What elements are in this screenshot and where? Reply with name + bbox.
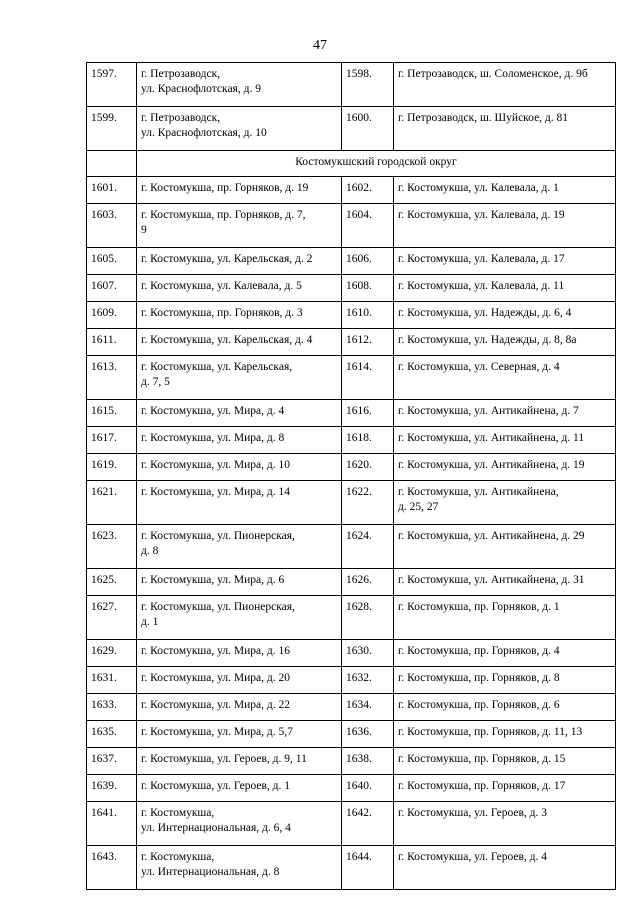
record-number-line: 1604. [346,209,372,221]
record-number-line: 1605. [91,253,117,265]
record-address [394,204,616,248]
record-address [137,107,342,151]
record-number-line: 1631. [91,672,117,684]
record-address-line: г. Костомукша, ул. Калевала, д. 11 [398,280,565,292]
section-number-cell [87,151,137,177]
record-address [394,667,616,694]
record-number-line: 1638. [346,753,372,765]
record-address-line: г. Костомукша, ул. Мира, д. 10 [141,459,290,471]
record-number-line: 1617. [91,432,117,444]
record-address-line: г. Костомукша, ул. Карельская, д. 2 [141,253,313,265]
record-address-line: г. Костомукша, ул. Мира, д. 20 [141,672,290,684]
record-number-line: 1619. [91,459,117,471]
record-number [87,721,137,748]
record-address [394,802,616,846]
record-address-line: 9 [141,224,147,236]
record-address-line: г. Костомукша, ул. Мира, д. 6 [141,574,285,586]
record-address-line: г. Костомукша, пр. Горняков, д. 3 [141,307,303,319]
record-number-line: 1641. [91,807,117,819]
record-address-line: г. Костомукша, ул. Героев, д. 1 [141,780,291,792]
record-address-line: г. Петрозаводск, [141,68,221,80]
record-number-line: 1637. [91,753,117,765]
record-number [342,427,394,454]
record-number-line: 1642. [346,807,372,819]
record-address-line: г. Костомукша, ул. Мира, д. 22 [141,699,290,711]
record-address-line: г. Костомукша, пр. Горняков, д. 19 [141,182,309,194]
table-row [87,204,616,248]
record-address-line: г. Костомукша, пр. Горняков, д. 11, 13 [398,726,583,738]
record-number-line: 1620. [346,459,372,471]
record-number [87,63,137,107]
table-row [87,107,616,151]
section-title: Костомукшский городской округ [137,151,616,177]
record-number-line: 1634. [346,699,372,711]
record-number [87,481,137,525]
record-number [342,204,394,248]
record-address-line: г. Костомукша, ул. Антикайнена, д. 11 [398,432,585,444]
record-number-line: 1602. [346,182,372,194]
record-number-line: 1618. [346,432,372,444]
record-address-line: г. Костомукша, ул. Надежды, д. 8, 8а [398,334,577,346]
record-number-line: 1643. [91,851,117,863]
record-address-line: г. Петрозаводск, ш. Шуйское, д. 81 [398,112,569,124]
record-address [137,275,342,302]
table-row [87,275,616,302]
record-number [87,802,137,846]
record-address-line: ул. Краснофлотская, д. 10 [141,127,267,139]
table-row [87,177,616,204]
record-number [87,427,137,454]
record-number-line: 1598. [346,68,372,80]
record-address [137,596,342,640]
record-address [394,694,616,721]
record-number-line: 1633. [91,699,117,711]
record-number [342,177,394,204]
record-address-line: г. Костомукша, ул. Антикайнена, д. 19 [398,459,585,471]
record-number-line: 1626. [346,574,372,586]
record-number-line: 1616. [346,405,372,417]
record-number [87,454,137,481]
record-number-line: 1644. [346,851,372,863]
record-address [394,481,616,525]
table-row [87,640,616,667]
record-number-line: 1608. [346,280,372,292]
record-address [137,356,342,400]
record-number [87,400,137,427]
table-row [87,427,616,454]
record-number-line: 1599. [91,112,117,124]
record-number [342,454,394,481]
record-number-line: 1597. [91,68,117,80]
record-address-line: г. Костомукша, пр. Горняков, д. 1 [398,601,560,613]
table-row [87,481,616,525]
record-address [394,302,616,329]
record-address [394,775,616,802]
record-address-line: г. Костомукша, ул. Калевала, д. 17 [398,253,565,265]
record-address-line: г. Костомукша, ул. Мира, д. 4 [141,405,285,417]
record-number-line: 1629. [91,645,117,657]
record-address-line: д. 8 [141,545,159,557]
record-address-line: г. Костомукша, ул. Северная, д. 4 [398,361,560,373]
record-address-line: ул. Краснофлотская, д. 9 [141,83,261,95]
table-row [87,329,616,356]
record-number [87,640,137,667]
record-address-line: г. Костомукша, пр. Горняков, д. 7, [141,209,306,221]
record-address [394,427,616,454]
table-row [87,721,616,748]
record-address [394,400,616,427]
record-address [137,721,342,748]
record-number [87,596,137,640]
record-address-line: д. 7, 5 [141,376,170,388]
record-number [342,569,394,596]
table-row [87,802,616,846]
record-address [394,640,616,667]
record-number-line: 1630. [346,645,372,657]
record-address-line: г. Костомукша, ул. Карельская, [141,361,293,373]
record-number [87,329,137,356]
record-address [137,177,342,204]
record-address-line: г. Костомукша, ул. Мира, д. 14 [141,486,290,498]
record-number [87,748,137,775]
record-number-line: 1615. [91,405,117,417]
record-number [342,694,394,721]
record-address-line: д. 25, 27 [398,501,439,513]
record-address-line: г. Костомукша, ул. Надежды, д. 6, 4 [398,307,572,319]
record-address [137,748,342,775]
record-number [87,525,137,569]
record-address [137,329,342,356]
table-row [87,356,616,400]
record-number-line: 1624. [346,530,372,542]
table-row [87,63,616,107]
table-row [87,846,616,890]
record-number-line: 1632. [346,672,372,684]
record-address [137,302,342,329]
record-number [87,107,137,151]
record-address [394,107,616,151]
record-number-line: 1623. [91,530,117,542]
record-address [137,694,342,721]
record-number-line: 1612. [346,334,372,346]
record-address-line: ул. Интернациональная, д. 8 [141,866,280,878]
record-number [87,775,137,802]
table-row [87,748,616,775]
record-number-line: 1607. [91,280,117,292]
record-number [87,694,137,721]
record-number-line: 1640. [346,780,372,792]
record-number [87,667,137,694]
record-number [87,569,137,596]
record-address-line: г. Костомукша, пр. Горняков, д. 17 [398,780,566,792]
record-number [342,329,394,356]
table-row [87,569,616,596]
record-address-line: г. Костомукша, ул. Мира, д. 8 [141,432,285,444]
record-number-line: 1609. [91,307,117,319]
table-row [87,302,616,329]
record-address [394,356,616,400]
record-address [394,63,616,107]
section-row [87,151,616,177]
record-number [342,107,394,151]
record-address-line: г. Костомукша, ул. Антикайнена, [398,486,559,498]
record-address-line: г. Петрозаводск, ш. Соломенское, д. 9б [398,68,588,80]
record-number-line: 1603. [91,209,117,221]
record-address [394,177,616,204]
record-address [394,248,616,275]
record-address-line: г. Костомукша, [141,851,215,863]
record-address-line: г. Костомукша, ул. Пионерская, [141,530,295,542]
record-address-line: г. Костомукша, ул. Мира, д. 5,7 [141,726,293,738]
record-address [137,640,342,667]
record-address [394,596,616,640]
record-number-line: 1635. [91,726,117,738]
table-row [87,775,616,802]
table-row [87,400,616,427]
record-number [87,177,137,204]
record-number [342,596,394,640]
record-address [137,525,342,569]
record-number [342,63,394,107]
record-number [87,248,137,275]
record-address [137,481,342,525]
record-address-line: г. Костомукша, ул. Карельская, д. 4 [141,334,313,346]
record-address-line: г. Костомукша, пр. Горняков, д. 4 [398,645,560,657]
record-address-line: г. Петрозаводск, [141,112,221,124]
table-row [87,454,616,481]
record-number-line: 1622. [346,486,372,498]
record-number-line: 1614. [346,361,372,373]
record-number [87,275,137,302]
record-address-line: г. Костомукша, пр. Горняков, д. 6 [398,699,560,711]
record-address [137,63,342,107]
address-registry-table [86,62,616,890]
page-number: 47 [313,38,327,53]
record-number [87,204,137,248]
record-address-line: ул. Интернациональная, д. 6, 4 [141,822,291,834]
record-number [342,248,394,275]
record-number-line: 1606. [346,253,372,265]
record-address [137,204,342,248]
record-number [342,748,394,775]
record-address-line: г. Костомукша, ул. Калевала, д. 19 [398,209,565,221]
record-address [394,721,616,748]
record-address-line: г. Костомукша, пр. Горняков, д. 15 [398,753,566,765]
table-row [87,596,616,640]
table-row [87,694,616,721]
record-number [342,481,394,525]
record-address [394,454,616,481]
record-number [342,775,394,802]
table-row [87,667,616,694]
record-number-line: 1613. [91,361,117,373]
record-address-line: г. Костомукша, ул. Калевала, д. 1 [398,182,559,194]
record-address-line: г. Костомукша, ул. Калевала, д. 5 [141,280,302,292]
record-number-line: 1639. [91,780,117,792]
record-number [342,275,394,302]
record-address-line: г. Костомукша, ул. Героев, д. 4 [398,851,548,863]
record-number-line: 1611. [91,334,117,346]
record-address [394,275,616,302]
record-address [137,248,342,275]
record-number [342,640,394,667]
record-address [137,775,342,802]
record-address [137,667,342,694]
record-address [394,748,616,775]
record-number [342,802,394,846]
record-number-line: 1621. [91,486,117,498]
record-address [394,525,616,569]
record-number [342,846,394,890]
record-address-line: г. Костомукша, ул. Мира, д. 16 [141,645,290,657]
record-address-line: г. Костомукша, ул. Героев, д. 3 [398,807,548,819]
record-number-line: 1625. [91,574,117,586]
record-address-line: г. Костомукша, ул. Антикайнена, д. 29 [398,530,585,542]
record-number-line: 1601. [91,182,117,194]
record-number [87,846,137,890]
record-number-line: 1610. [346,307,372,319]
record-address [394,569,616,596]
record-address-line: г. Костомукша, ул. Пионерская, [141,601,295,613]
record-number [342,525,394,569]
record-address-line: г. Костомукша, пр. Горняков, д. 8 [398,672,560,684]
record-address-line: д. 1 [141,616,159,628]
record-address [137,454,342,481]
table-row [87,248,616,275]
record-address [137,846,342,890]
record-number-line: 1628. [346,601,372,613]
table-body [87,63,616,890]
record-address-line: г. Костомукша, [141,807,215,819]
record-address-line: г. Костомукша, ул. Антикайнена, д. 7 [398,405,579,417]
record-number-line: 1627. [91,601,117,613]
record-number-line: 1636. [346,726,372,738]
record-number-line: 1600. [346,112,372,124]
record-number [87,302,137,329]
record-address [394,846,616,890]
record-number [87,356,137,400]
record-address [137,802,342,846]
record-address [137,427,342,454]
record-address [137,400,342,427]
record-address [137,569,342,596]
record-address [394,329,616,356]
table-row [87,525,616,569]
record-number [342,721,394,748]
record-address-line: г. Костомукша, ул. Антикайнена, д. 31 [398,574,585,586]
record-number [342,302,394,329]
record-number [342,400,394,427]
record-address-line: г. Костомукша, ул. Героев, д. 9, 11 [141,753,307,765]
record-number [342,667,394,694]
record-number [342,356,394,400]
